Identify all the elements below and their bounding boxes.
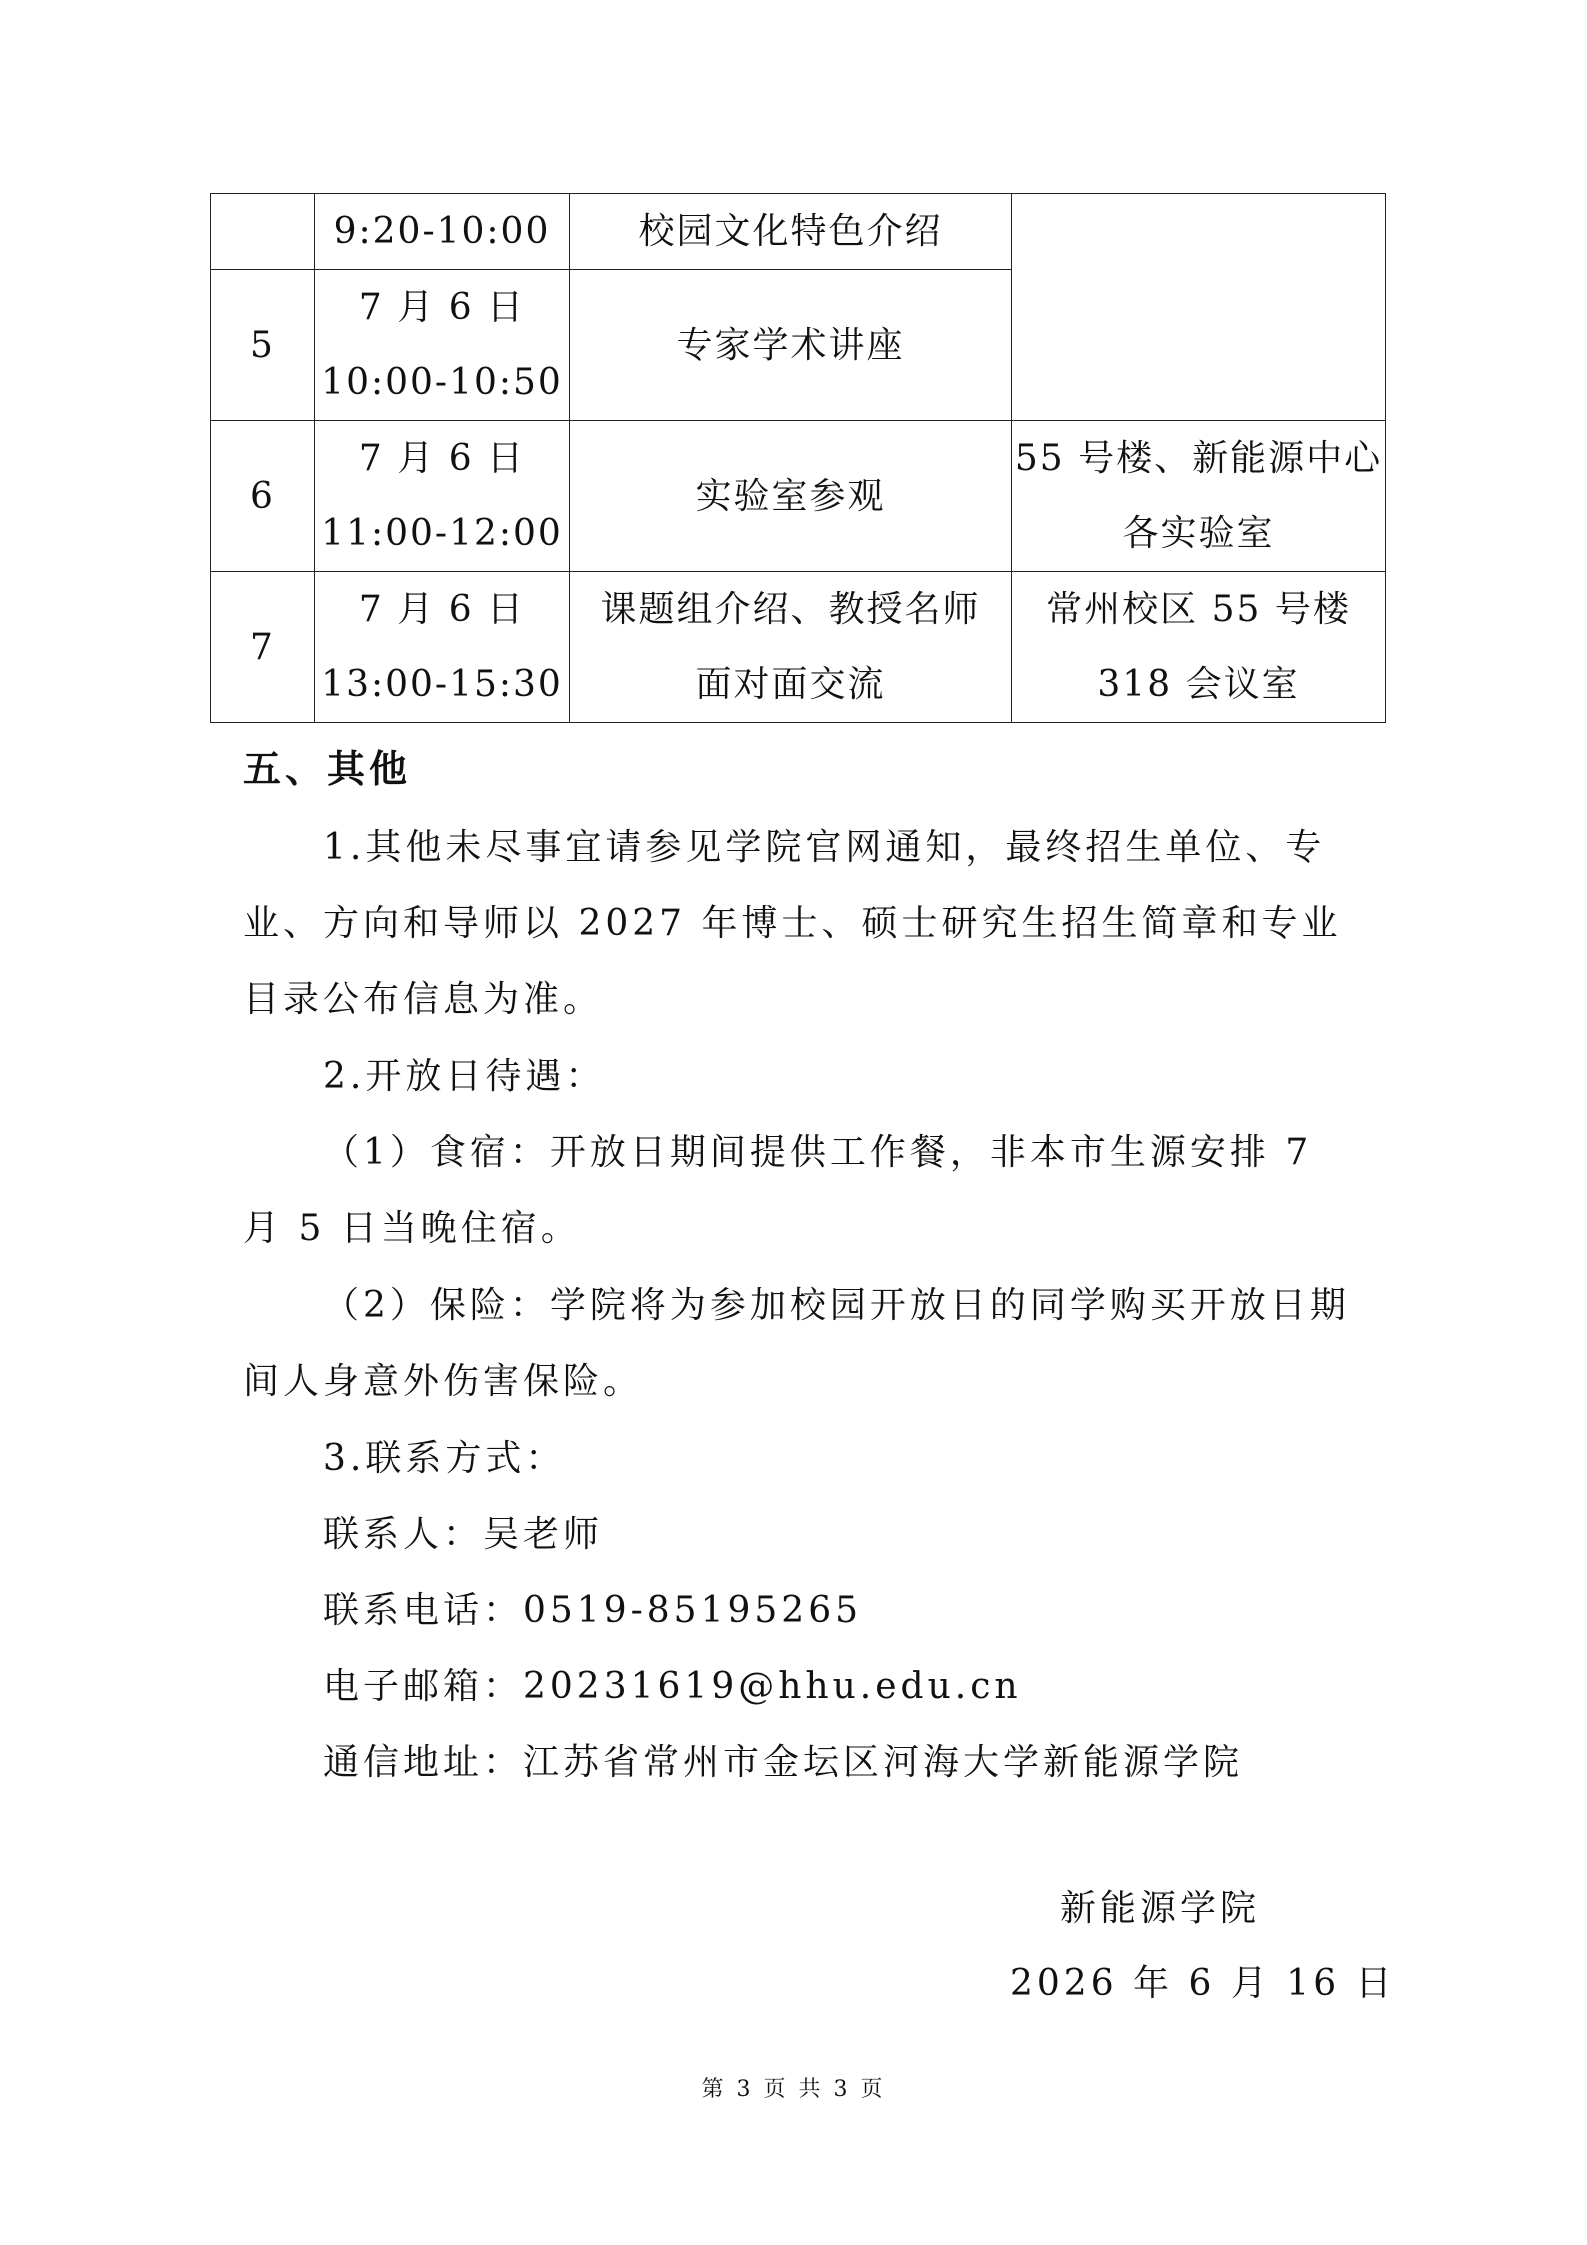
schedule-table	[210, 193, 1386, 723]
contact-person: 联系人：吴老师	[323, 1514, 604, 1555]
date-text: 7 月 6 日	[358, 287, 526, 328]
location-text: 各实验室	[1122, 513, 1275, 554]
section-heading: 五、其他	[243, 746, 412, 791]
time-cell	[315, 270, 570, 421]
location-text: 55 号楼、新能源中心	[1014, 438, 1383, 479]
time-text: 10:00-10:50	[321, 362, 563, 403]
activity-cell	[570, 572, 1012, 723]
time-text: 9:20-10:00	[333, 211, 551, 252]
time-text: 11:00-12:00	[321, 513, 563, 554]
time-cell	[315, 572, 570, 723]
time-cell	[315, 421, 570, 572]
paragraph-item2: 2.开放日待遇：	[323, 1056, 606, 1097]
activity-text: 专家学术讲座	[676, 324, 905, 366]
time-text: 13:00-15:30	[321, 664, 563, 705]
date-text: 7 月 6 日	[358, 589, 526, 630]
signature-date: 2026 年 6 月 16 日	[1010, 1963, 1396, 2004]
contact-phone: 联系电话：0519-85195265	[323, 1590, 863, 1631]
activity-text: 课题组介绍、教授名师	[600, 589, 981, 630]
paragraph-item2-2: （2）保险：学院将为参加校园开放日的同学购买开放日期间人身意外伤害保险。	[243, 1285, 1350, 1402]
paragraph-item3: 3.联系方式：	[323, 1438, 566, 1479]
row-number: 5	[211, 270, 315, 421]
date-text: 7 月 6 日	[358, 438, 526, 479]
location-cell	[1012, 572, 1386, 723]
table-row	[211, 194, 1386, 270]
table-row	[211, 421, 1386, 572]
time-cell	[315, 194, 570, 270]
location-text: 318 会议室	[1097, 664, 1300, 705]
row-number	[211, 194, 315, 270]
activity-cell	[570, 270, 1012, 421]
signature-org: 新能源学院	[1060, 1888, 1261, 1929]
activity-cell	[570, 421, 1012, 572]
location-cell	[1012, 421, 1386, 572]
row-number: 6	[211, 421, 315, 572]
paragraph-item2-1: （1）食宿：开放日期间提供工作餐，非本市生源安排 7 月 5 日当晚住宿。	[243, 1132, 1313, 1249]
location-cell	[1012, 194, 1386, 421]
paragraph-item1: 1.其他未尽事宜请参见学院官网通知，最终招生单位、专业、方向和导师以 2027 年博士、硕士研究生招生简章和专业目录公布信息为准。	[243, 827, 1342, 1020]
activity-text: 面对面交流	[695, 664, 886, 705]
activity-text: 实验室参观	[695, 475, 886, 517]
activity-cell	[570, 194, 1012, 270]
page-footer: 第 3 页 共 3 页	[701, 2077, 886, 2102]
activity-text: 校园文化特色介绍	[638, 211, 943, 252]
table-row	[211, 572, 1386, 723]
location-text: 常州校区 55 号楼	[1046, 589, 1351, 630]
contact-email: 电子邮箱：20231619@hhu.edu.cn	[323, 1666, 1022, 1707]
contact-address: 通信地址：江苏省常州市金坛区河海大学新能源学院	[323, 1742, 1244, 1783]
row-number: 7	[211, 572, 315, 723]
